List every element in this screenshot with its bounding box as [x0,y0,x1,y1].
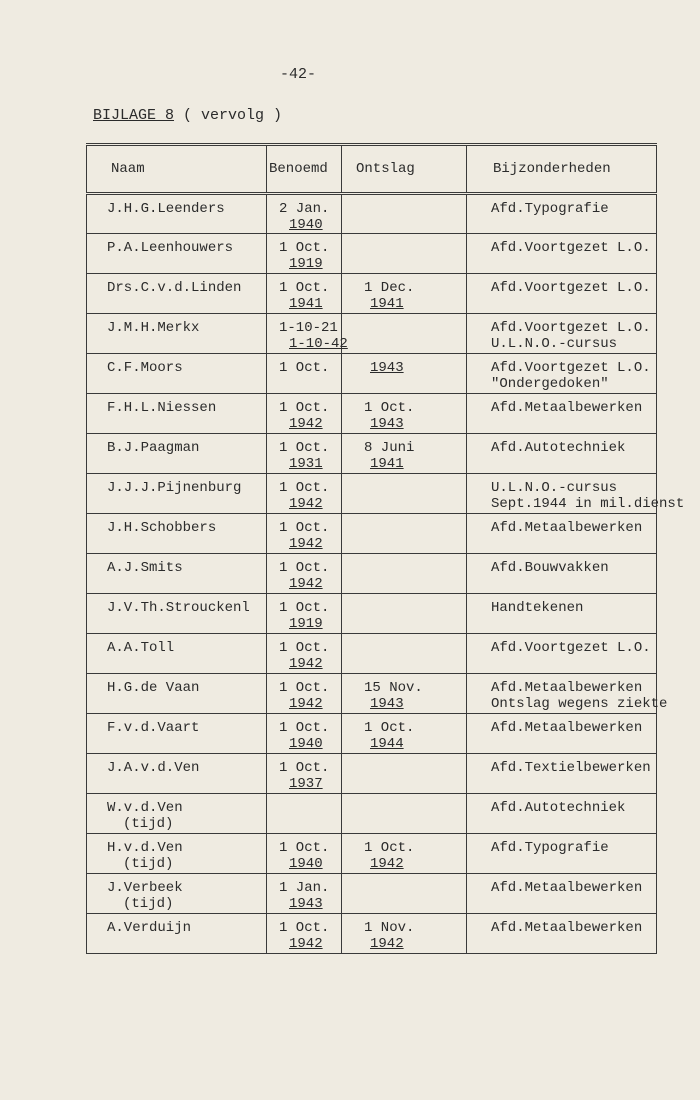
cell-bijzonderheden-line: Afd.Voortgezet L.O. [491,360,651,376]
cell-ontslag-line: 1943 [370,360,404,376]
cell-naam-line: F.H.L.Niessen [107,400,217,416]
cell-benoemd-line: 1942 [289,576,323,592]
cell-naam [87,834,267,874]
cell-bijzonderheden [467,794,657,834]
table-row [87,794,657,834]
col-header-benoemd: Benoemd [267,145,342,194]
cell-naam [87,874,267,914]
cell-ontslag [342,274,467,314]
cell-bijzonderheden-line: Afd.Voortgezet L.O. [491,640,651,656]
cell-ontslag [342,634,467,674]
cell-bijzonderheden [467,754,657,794]
table-row [87,594,657,634]
cell-bijzonderheden [467,314,657,354]
cell-benoemd [267,674,342,714]
cell-bijzonderheden-line: U.L.N.O.-cursus [491,336,618,352]
cell-naam-line: (tijd) [123,896,174,912]
cell-naam-line: A.Verduijn [107,920,192,936]
cell-bijzonderheden-line: Afd.Bouwvakken [491,560,609,576]
col-header-ontslag: Ontslag [342,145,467,194]
cell-benoemd [267,594,342,634]
cell-benoemd-line: 1-10-21 [279,320,338,336]
cell-benoemd [267,714,342,754]
cell-ontslag [342,674,467,714]
cell-benoemd-line: 1 Oct. [279,920,330,936]
cell-benoemd-line: 1919 [289,256,323,272]
cell-bijzonderheden [467,874,657,914]
cell-benoemd-line: 1 Oct. [279,480,330,496]
cell-bijzonderheden-line: Afd.Voortgezet L.O. [491,280,651,296]
cell-naam-line: H.v.d.Ven [107,840,183,856]
cell-bijzonderheden-line: Afd.Voortgezet L.O. [491,240,651,256]
cell-benoemd [267,434,342,474]
cell-naam [87,194,267,234]
cell-ontslag [342,914,467,954]
table-header-row [87,145,657,194]
cell-bijzonderheden-line: Afd.Metaalbewerken [491,520,643,536]
cell-bijzonderheden-line: Afd.Autotechniek [491,440,626,456]
cell-benoemd [267,634,342,674]
cell-benoemd [267,194,342,234]
cell-naam-line: B.J.Paagman [107,440,200,456]
cell-naam-line: J.V.Th.Strouckenl [107,600,250,616]
cell-benoemd-line: 1 Oct. [279,520,330,536]
cell-ontslag-line: 1944 [370,736,404,752]
cell-naam [87,554,267,594]
table-row [87,674,657,714]
cell-benoemd-line: 1937 [289,776,323,792]
cell-bijzonderheden [467,274,657,314]
cell-ontslag [342,354,467,394]
cell-ontslag [342,714,467,754]
col-header-naam: Naam [87,145,267,194]
cell-bijzonderheden-line: Ontslag wegens ziekte [491,696,668,712]
cell-benoemd-line: 1 Oct. [279,720,330,736]
cell-bijzonderheden-line: Afd.Textielbewerken [491,760,651,776]
cell-naam [87,394,267,434]
cell-ontslag [342,474,467,514]
cell-benoemd [267,234,342,274]
cell-ontslag [342,394,467,434]
cell-naam [87,594,267,634]
cell-benoemd-line: 1 Oct. [279,840,330,856]
table-row [87,194,657,234]
table-row [87,474,657,514]
cell-ontslag [342,754,467,794]
cell-naam [87,314,267,354]
cell-bijzonderheden-line: Sept.1944 in mil.dienst [491,496,685,512]
table-row [87,274,657,314]
cell-bijzonderheden [467,594,657,634]
cell-bijzonderheden-line: Handtekenen [491,600,584,616]
cell-benoemd-line: 1919 [289,616,323,632]
cell-ontslag [342,514,467,554]
cell-bijzonderheden [467,554,657,594]
cell-bijzonderheden [467,194,657,234]
cell-benoemd-line: 1 Oct. [279,680,330,696]
cell-bijzonderheden [467,394,657,434]
cell-naam-line: J.A.v.d.Ven [107,760,200,776]
cell-benoemd [267,314,348,354]
cell-ontslag [342,194,467,234]
cell-bijzonderheden-line: Afd.Metaalbewerken [491,880,643,896]
cell-ontslag-line: 8 Juni [364,440,415,456]
cell-naam [87,634,267,674]
cell-ontslag [342,834,467,874]
cell-bijzonderheden-line: "Ondergedoken" [491,376,609,392]
cell-naam [87,434,267,474]
cell-bijzonderheden-line: Afd.Metaalbewerken [491,680,643,696]
page-heading [93,107,282,124]
cell-bijzonderheden [467,714,657,754]
table-row [87,554,657,594]
cell-ontslag [342,314,467,354]
cell-naam [87,354,267,394]
cell-bijzonderheden-line: Afd.Typografie [491,201,609,217]
cell-ontslag-line: 1942 [370,856,404,872]
cell-benoemd-line: 1941 [289,296,323,312]
heading-title: BIJLAGE 8 [93,107,175,124]
cell-bijzonderheden-line: Afd.Voortgezet L.O. [491,320,651,336]
cell-ontslag-line: 1942 [370,936,404,952]
table-row [87,634,657,674]
col-header-bijzonderheden: Bijzonderheden [467,145,657,194]
table-row [87,754,657,794]
cell-benoemd-line: 2 Jan. [279,201,330,217]
cell-naam [87,794,267,834]
cell-benoemd-line: 1-10-42 [289,336,348,352]
cell-benoemd-line: 1 Oct. [279,280,330,296]
cell-naam-line: (tijd) [123,816,174,832]
cell-bijzonderheden-line: Afd.Typografie [491,840,609,856]
cell-benoemd [267,834,342,874]
cell-benoemd-line: 1942 [289,496,323,512]
cell-ontslag-line: 1941 [370,456,404,472]
cell-ontslag-line: 1 Oct. [364,720,415,736]
cell-benoemd-line: 1 Oct. [279,240,330,256]
cell-bijzonderheden [467,354,657,394]
cell-benoemd [267,914,342,954]
cell-bijzonderheden-line: U.L.N.O.-cursus [491,480,618,496]
cell-benoemd [267,394,342,434]
cell-naam [87,274,267,314]
cell-benoemd-line: 1940 [289,856,323,872]
cell-bijzonderheden [467,474,685,514]
table-row [87,514,657,554]
table-row [87,874,657,914]
cell-naam [87,914,267,954]
cell-benoemd [267,794,342,834]
cell-benoemd [267,874,342,914]
cell-benoemd-line: 1 Oct. [279,600,330,616]
cell-benoemd-line: 1942 [289,936,323,952]
table-row [87,234,657,274]
cell-benoemd-line: 1931 [289,456,323,472]
cell-bijzonderheden-line: Afd.Metaalbewerken [491,920,643,936]
cell-naam-line: J.H.G.Leenders [107,201,225,217]
cell-naam-line: H.G.de Vaan [107,680,200,696]
cell-benoemd-line: 1 Oct. [279,640,330,656]
cell-benoemd-line: 1940 [289,217,323,233]
heading-subtitle: ( vervolg ) [174,107,283,124]
cell-bijzonderheden [467,434,657,474]
cell-naam-line: (tijd) [123,856,174,872]
cell-naam [87,754,267,794]
cell-benoemd-line: 1 Oct. [279,560,330,576]
cell-benoemd-line: 1 Oct. [279,760,330,776]
cell-bijzonderheden-line: Afd.Metaalbewerken [491,720,643,736]
cell-benoemd [267,514,342,554]
cell-naam-line: W.v.d.Ven [107,800,183,816]
cell-bijzonderheden [467,514,657,554]
cell-benoemd-line: 1 Oct. [279,440,330,456]
table-row [87,714,657,754]
cell-naam-line: C.F.Moors [107,360,183,376]
table-row [87,354,657,394]
cell-benoemd-line: 1943 [289,896,323,912]
cell-benoemd-line: 1940 [289,736,323,752]
cell-benoemd [267,354,342,394]
cell-naam [87,714,267,754]
cell-bijzonderheden-line: Afd.Autotechniek [491,800,626,816]
cell-naam-line: F.v.d.Vaart [107,720,200,736]
cell-ontslag-line: 1 Oct. [364,400,415,416]
cell-naam-line: J.M.H.Merkx [107,320,200,336]
cell-ontslag-line: 1941 [370,296,404,312]
cell-naam [87,514,267,554]
cell-benoemd [267,754,342,794]
cell-ontslag [342,234,467,274]
cell-naam-line: A.J.Smits [107,560,183,576]
cell-benoemd-line: 1 Oct. [279,400,330,416]
cell-ontslag [342,434,467,474]
cell-naam [87,474,267,514]
staff-table [86,143,685,954]
cell-bijzonderheden [467,834,657,874]
cell-naam-line: J.J.J.Pijnenburg [107,480,242,496]
cell-bijzonderheden [467,914,657,954]
cell-ontslag-line: 1 Nov. [364,920,415,936]
cell-bijzonderheden [467,674,668,714]
cell-ontslag-line: 1943 [370,696,404,712]
cell-naam-line: Drs.C.v.d.Linden [107,280,242,296]
cell-benoemd [267,554,342,594]
cell-benoemd-line: 1942 [289,696,323,712]
cell-ontslag [342,794,467,834]
cell-naam-line: J.Verbeek [107,880,183,896]
table-row [87,834,657,874]
table-row [87,314,657,354]
cell-ontslag-line: 1 Oct. [364,840,415,856]
cell-bijzonderheden-line: Afd.Metaalbewerken [491,400,643,416]
cell-bijzonderheden [467,634,657,674]
cell-naam-line: A.A.Toll [107,640,175,656]
table-body [87,194,685,954]
table-row [87,914,657,954]
cell-naam [87,674,267,714]
page-number: -42- [279,66,316,83]
cell-ontslag-line: 1 Dec. [364,280,415,296]
cell-benoemd-line: 1942 [289,416,323,432]
cell-naam-line: P.A.Leenhouwers [107,240,234,256]
cell-naam-line: J.H.Schobbers [107,520,217,536]
cell-benoemd-line: 1 Jan. [279,880,330,896]
cell-benoemd-line: 1942 [289,656,323,672]
table-row [87,434,657,474]
cell-benoemd-line: 1 Oct. [279,360,330,376]
cell-ontslag [342,874,467,914]
table-row [87,394,657,434]
cell-benoemd [267,274,342,314]
cell-ontslag [342,554,467,594]
cell-ontslag [342,594,467,634]
cell-bijzonderheden [467,234,657,274]
cell-benoemd-line: 1942 [289,536,323,552]
cell-naam [87,234,267,274]
cell-ontslag-line: 15 Nov. [364,680,423,696]
cell-ontslag-line: 1943 [370,416,404,432]
cell-benoemd [267,474,342,514]
